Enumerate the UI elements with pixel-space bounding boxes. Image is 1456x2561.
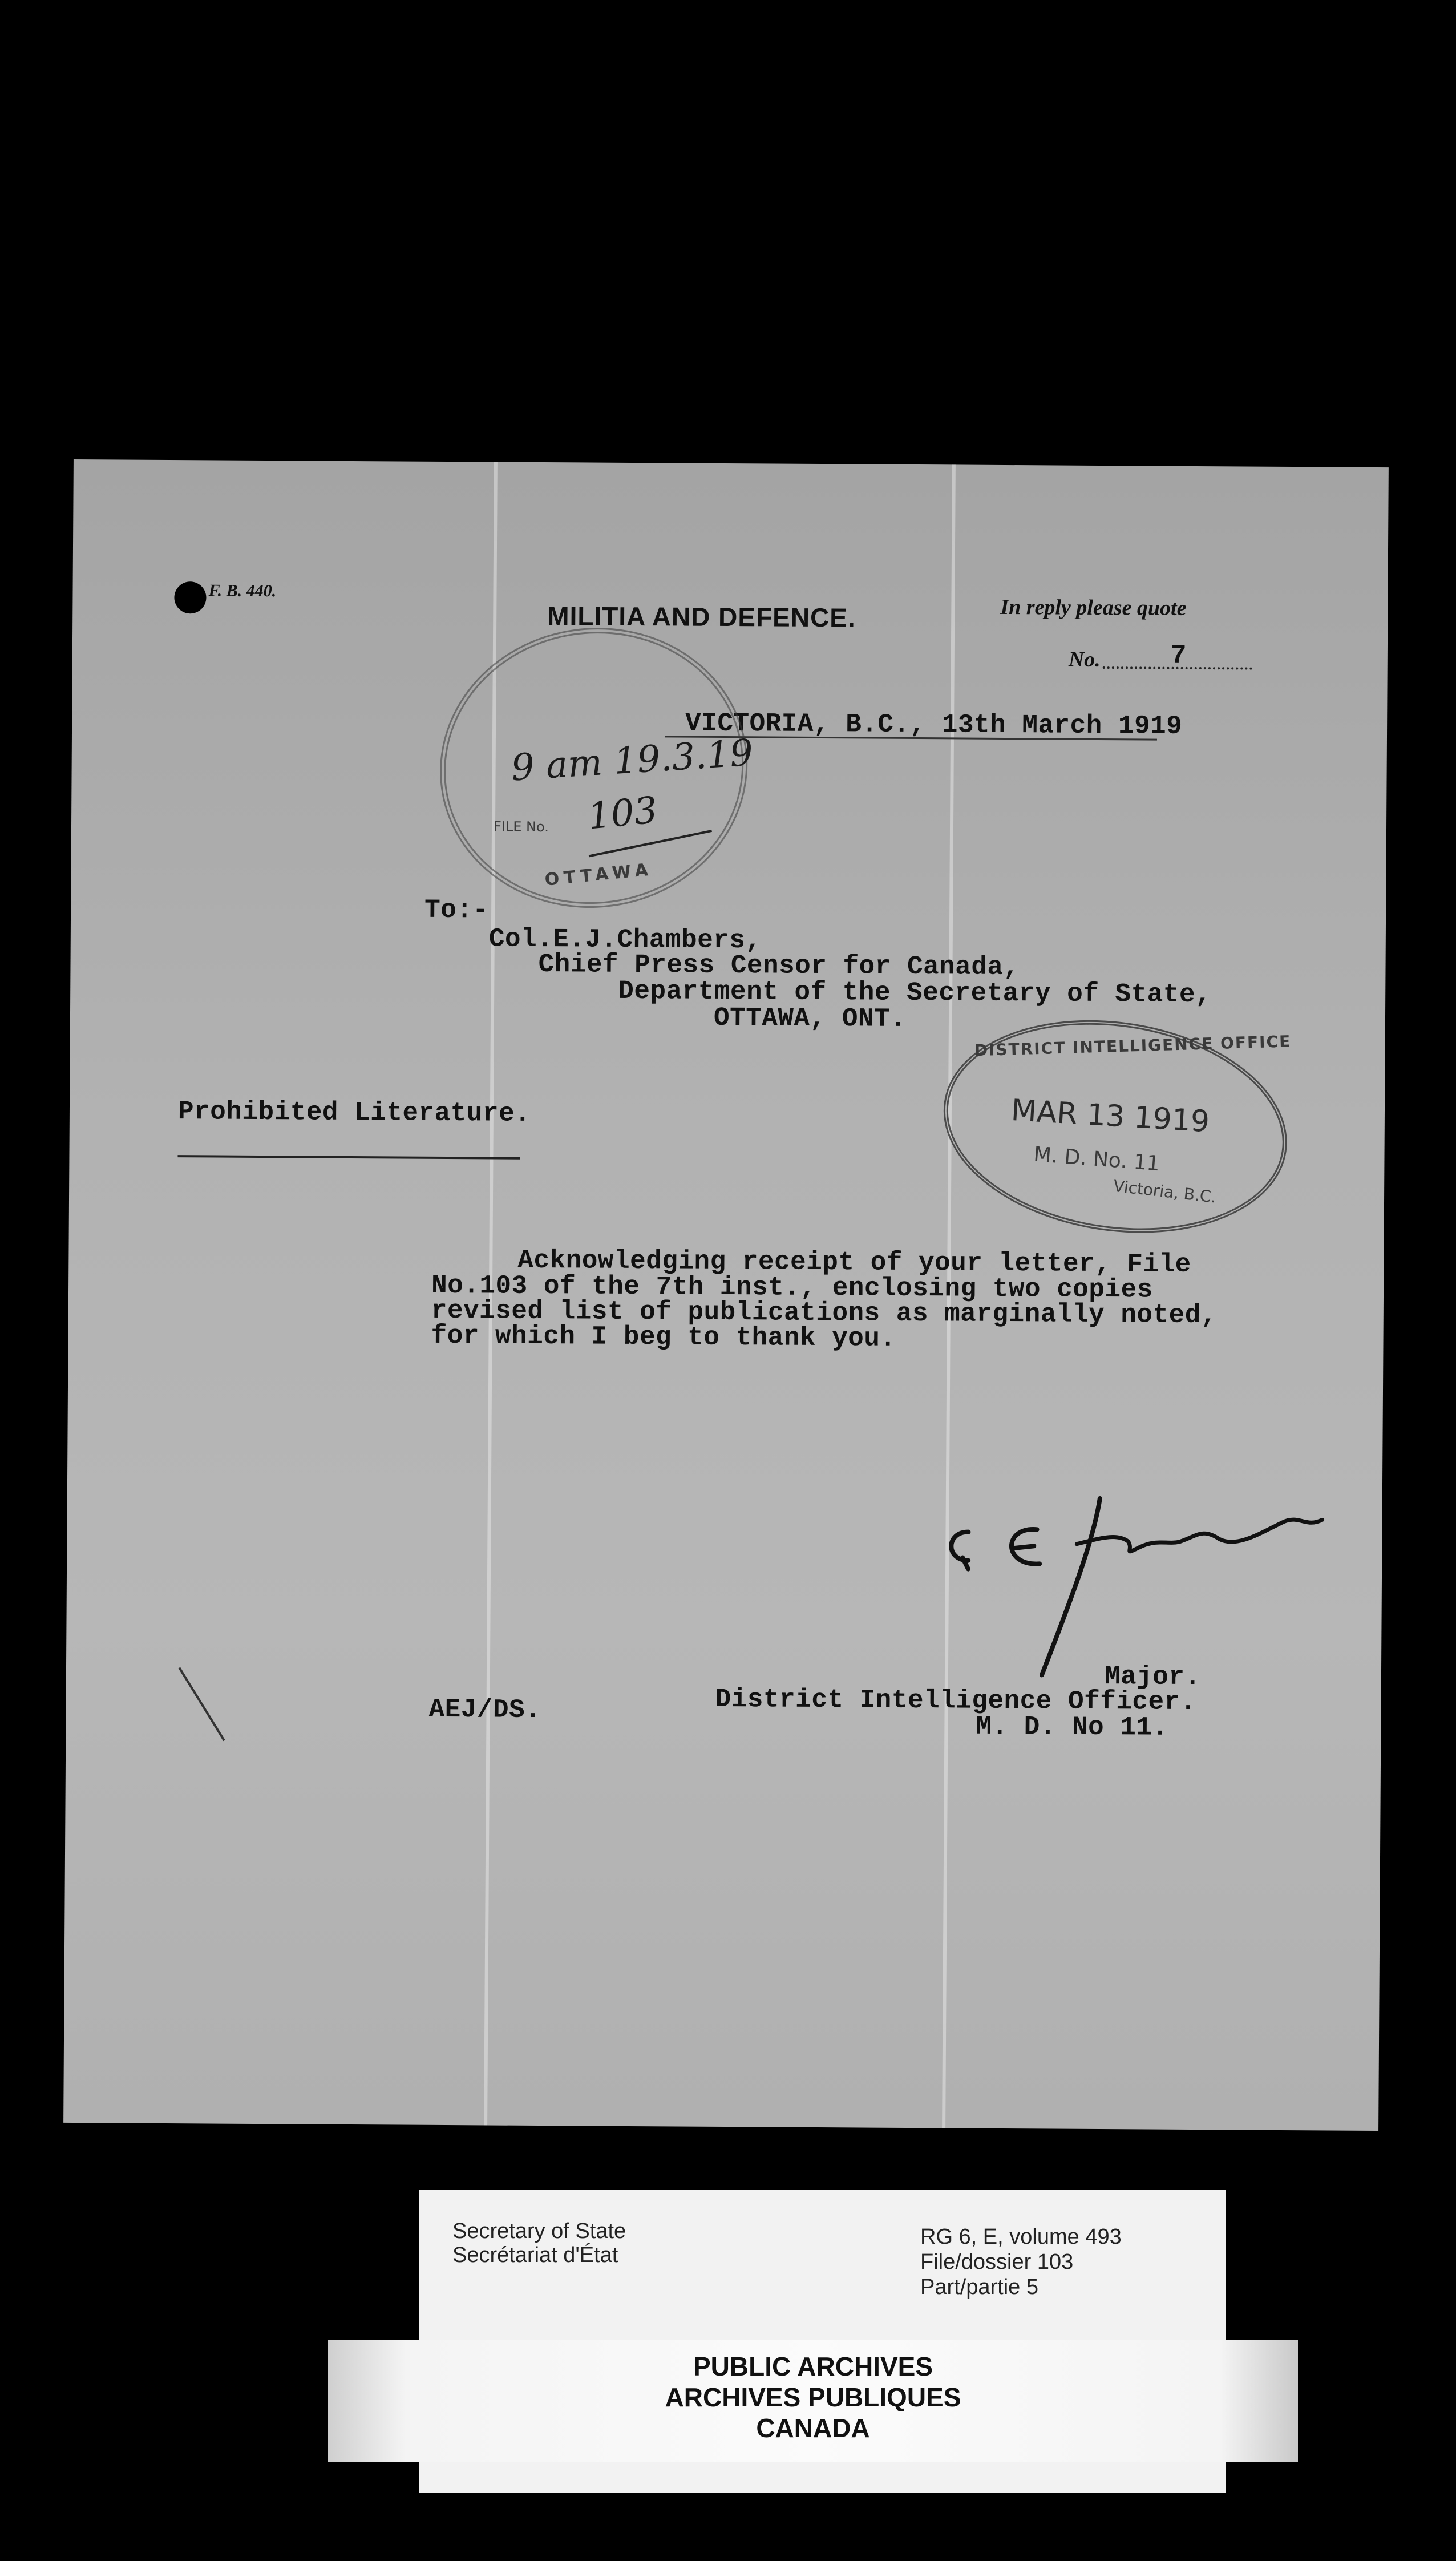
body-line-2: No.103 of the 7th inst., enclosing two copies xyxy=(431,1270,1153,1305)
signature-office: District Intelligence Officer. xyxy=(715,1684,1196,1718)
recipient-department: Department of the Secretary of State, xyxy=(618,976,1212,1010)
body-line-1: Acknowledging receipt of your letter, File xyxy=(517,1245,1191,1279)
signature-rank: Major. xyxy=(1104,1662,1201,1692)
intelligence-stamp-district: M. D. No. 11 xyxy=(1033,1142,1161,1176)
file-number: File/dossier 103 xyxy=(920,2250,1074,2274)
signature-district: M. D. No 11. xyxy=(976,1711,1168,1743)
archive-title-fr: ARCHIVES PUBLIQUES xyxy=(665,2382,961,2412)
pencil-mark xyxy=(179,1667,225,1742)
recipient-name: Col.E.J.Chambers, xyxy=(488,924,762,956)
place-date: VICTORIA, B.C., 13th March 1919 xyxy=(685,708,1183,741)
reply-quote-label: In reply please quote xyxy=(1000,595,1187,620)
recipient-city: OTTAWA, ONT. xyxy=(713,1003,907,1034)
body-line-4: for which I beg to thank you. xyxy=(431,1320,896,1354)
archive-country: CANADA xyxy=(756,2413,870,2443)
recipient-title: Chief Press Censor for Canada, xyxy=(538,949,1020,983)
body-line-3: revised list of publications as marginally noted, xyxy=(431,1295,1218,1331)
department-en: Secretary of State xyxy=(452,2219,626,2243)
archive-title-strip xyxy=(328,2340,1298,2462)
received-stamp-city: OTTAWA xyxy=(544,859,654,890)
subject-underline xyxy=(177,1155,520,1160)
department-fr: Secrétariat d'État xyxy=(452,2243,618,2267)
letter-sheet xyxy=(63,459,1389,2131)
intelligence-stamp-location: Victoria, B.C. xyxy=(1112,1176,1218,1207)
to-label: To:- xyxy=(424,895,489,926)
part-number: Part/partie 5 xyxy=(920,2275,1038,2299)
archive-title-en: PUBLIC ARCHIVES xyxy=(693,2352,933,2381)
record-group: RG 6, E, volume 493 xyxy=(920,2225,1122,2249)
handwritten-file-date: 9 am 19.3.19 xyxy=(509,732,755,790)
subject-line: Prohibited Literature. xyxy=(177,1097,531,1129)
reply-no-label: No. xyxy=(1068,647,1101,672)
reply-no-value: 7 xyxy=(1170,640,1187,670)
intelligence-stamp-date: MAR 13 1919 xyxy=(1010,1093,1211,1140)
handwritten-file-number: 103 xyxy=(585,789,660,838)
form-number: F. B. 440. xyxy=(208,581,277,601)
reference-initials: AEJ/DS. xyxy=(428,1694,541,1726)
letterhead: MILITIA AND DEFENCE. xyxy=(547,601,856,633)
received-stamp-file-label: FILE No. xyxy=(493,818,549,835)
intelligence-stamp-office: DISTRICT INTELLIGENCE OFFICE xyxy=(974,1032,1292,1060)
punch-hole xyxy=(174,581,206,613)
